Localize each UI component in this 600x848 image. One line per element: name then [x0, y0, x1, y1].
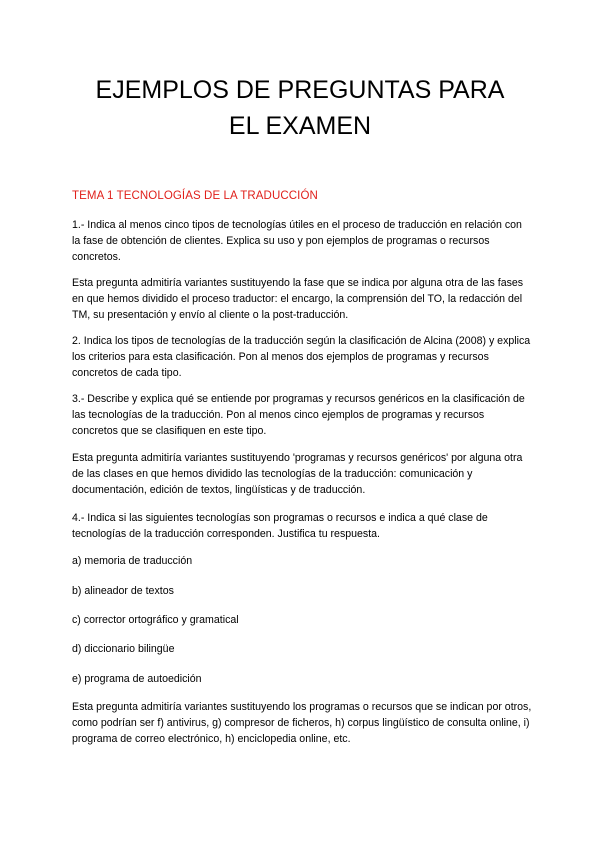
list-item-e: e) programa de autoedición: [72, 673, 202, 685]
page-title-line-1: EJEMPLOS DE PREGUNTAS PARA: [95, 76, 505, 104]
question-1: 1.- Indica al menos cinco tipos de tecnologías útiles en el proceso de traducción en relación con la fase de obtención de clientes. Explica su uso y pon ejemplos de programas o recursos concretos.: [72, 219, 522, 263]
page-title-line-2: EL EXAMEN: [228, 112, 372, 140]
list-item-b: b) alineador de textos: [72, 585, 174, 597]
list-item-a: a) memoria de traducción: [72, 555, 193, 567]
page-title: [40, 72, 560, 144]
question-4: 4.- Indica si las siguientes tecnologías son programas o recursos e indica a qué clase de tecnologías de la traducción corresponden. Justifica tu respuesta.: [72, 512, 488, 540]
list-item-d: d) diccionario bilingüe: [72, 643, 175, 655]
question-3-variant-note: Esta pregunta admitiría variantes sustituyendo 'programas y recursos genéricos' por alguna otra de las clases en que hemos dividido las tecnologías de la traducción: comunicación y documentación, edición de textos, lingüísticas y de traducción.: [72, 452, 523, 496]
question-4-variant-note: Esta pregunta admitiría variantes sustituyendo los programas o recursos que se indican por otros, como podrían ser f) antivirus, g) compresor de ficheros, h) corpus lingüístico de consulta online, i) programa de correo electrónico, h) enciclopedia online, etc.: [72, 701, 532, 745]
question-3: 3.- Describe y explica qué se entiende por programas y recursos genéricos en la clasificación de las tecnologías de la traducción. Pon al menos cinco ejemplos de programas y recursos concretos que se clasifiquen en este tipo.: [72, 393, 525, 437]
section-heading: TEMA 1 TECNOLOGÍAS DE LA TRADUCCIÓN: [72, 190, 318, 202]
question-1-variant-note: Esta pregunta admitiría variantes sustituyendo la fase que se indica por alguna otra de las fases en que hemos dividido el proceso traductor: el encargo, la comprensión del TO, la redacción del TM, su presentación y envío al cliente o la post-traducción.: [72, 277, 524, 321]
question-2: 2. Indica los tipos de tecnologías de la traducción según la clasificación de Alcina (2008) y explica los criterios para esta clasificación. Pon al menos dos ejemplos de programas y recursos concretos de cada tipo.: [72, 335, 531, 379]
list-item-c: c) corrector ortográfico y gramatical: [72, 614, 239, 626]
